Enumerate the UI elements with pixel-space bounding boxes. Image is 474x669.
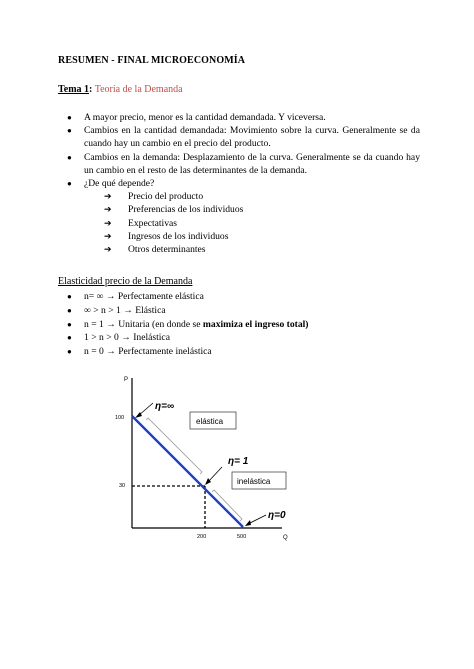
y-tick-label: 100 [115, 415, 125, 421]
arrow-head-icon [135, 412, 142, 418]
elasticity-text: n = 1 → Unitaria (en donde se [84, 318, 203, 330]
sub-list-item-text: Expectativas [128, 217, 178, 229]
arrow-icon: ➔ [104, 244, 112, 255]
x-tick-label: 500 [237, 534, 247, 540]
elasticity-text: ∞ > n > 1 → Elástica [84, 304, 166, 316]
section-colon: : [89, 84, 93, 95]
bullet-icon: ● [67, 152, 72, 162]
sub-list-item-text: Preferencias de los individuos [128, 204, 244, 216]
sub-list-item [58, 190, 420, 203]
arrow-icon: ➔ [104, 204, 112, 215]
eta-zero-label: η=0 [268, 510, 286, 521]
sub-list-item [58, 203, 420, 216]
bullet-icon: ● [67, 292, 72, 301]
arrow-icon: ➔ [104, 230, 112, 241]
section-number: Tema 1 [58, 84, 90, 95]
inelastic-box-label: inelástica [237, 477, 271, 486]
sub-list-item-text: Precio del producto [128, 191, 204, 203]
list-item-text: A mayor precio, menor es la cantidad demandada. Y viceversa. [84, 112, 326, 123]
document-title: RESUMEN - FINAL MICROECONOMÍA [58, 55, 246, 66]
arrow-head-icon [205, 478, 211, 485]
arrow-icon: ➔ [104, 217, 112, 228]
bullet-icon: ● [67, 347, 72, 357]
list-item [58, 111, 420, 124]
elasticity-text: n= ∞ → Perfectamente elástica [84, 291, 204, 302]
sub-list-item [58, 243, 420, 256]
list-item [58, 331, 420, 345]
sub-list-item-text: Ingresos de los individuos [128, 230, 229, 242]
inelastic-bracket [212, 490, 242, 521]
list-item [58, 124, 420, 150]
bullet-icon: ● [67, 179, 72, 189]
sub-list-item [58, 217, 420, 230]
eta-zero-arrow [248, 515, 266, 524]
eta-infinity-label: η=∞ [155, 401, 175, 412]
bullet-icon: ● [67, 319, 72, 329]
list-item [58, 151, 420, 177]
y-axis-label: P [124, 377, 129, 383]
x-axis-label: Q [283, 535, 288, 541]
section-heading [58, 84, 183, 95]
elasticity-text: n = 0 → Perfectamente inelástica [84, 346, 212, 358]
bullet-icon: ● [67, 126, 72, 136]
list-item-text: Cambios en la cantidad demandada: Movimiento sobre la curva. Generalmente se da cuando hay un cambio en el precio del producto. [84, 125, 420, 150]
elasticity-bold-text: maximiza el ingreso total) [202, 318, 309, 330]
list-item-text: Cambios en la demanda: Desplazamiento de la curva. Generalmente se da cuando hay un cambio en el resto de las determinantes de la demanda. [84, 151, 420, 176]
bullet-icon: ● [67, 305, 72, 315]
elasticity-heading: Elasticidad precio de la Demanda [58, 276, 193, 287]
demand-curve [132, 416, 243, 527]
arrow-head-icon [245, 520, 251, 526]
elasticity-list [58, 290, 420, 359]
list-item-text: ¿De qué depende? [84, 178, 155, 190]
list-item [58, 318, 420, 332]
demand-elasticity-figure [110, 368, 330, 548]
list-item [58, 304, 420, 318]
section-name: Teoría de la Demanda [94, 84, 183, 95]
demand-bullet-list [58, 111, 420, 256]
sub-list-item [58, 230, 420, 243]
list-item [58, 290, 420, 304]
arrow-icon: ➔ [104, 191, 112, 202]
list-item [58, 177, 420, 190]
eta-one-label: η= 1 [228, 456, 249, 467]
list-item [58, 345, 420, 359]
elasticity-text: 1 > n > 0 → Inelástica [84, 332, 170, 344]
x-tick-label: 200 [197, 534, 207, 540]
y-tick-label: 30 [119, 483, 126, 489]
eta-one-arrow [208, 467, 222, 482]
elastic-box-label: elástica [196, 417, 224, 426]
bullet-icon: ● [67, 113, 72, 122]
sub-list-item-text: Otros determinantes [128, 244, 206, 256]
bullet-icon: ● [67, 333, 72, 343]
